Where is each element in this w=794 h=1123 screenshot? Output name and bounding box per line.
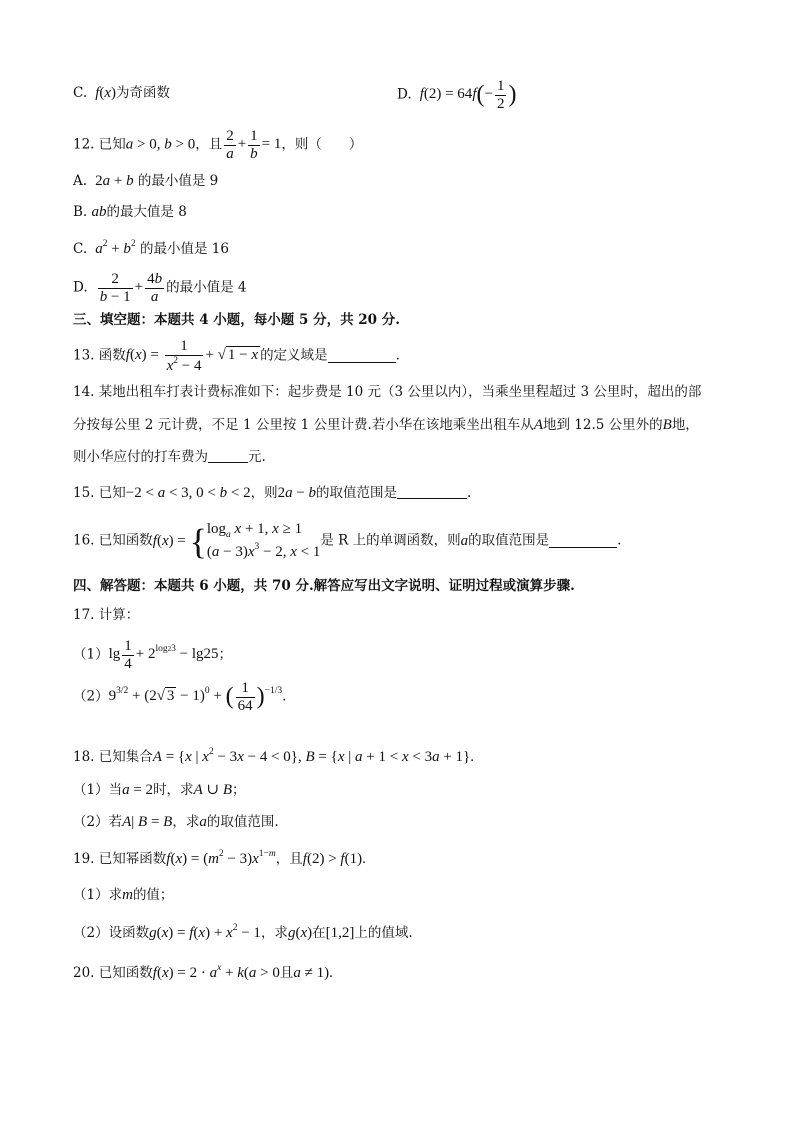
q14-line3: 则小华应付的打车费为 元.: [73, 449, 266, 465]
q17-title: 17. 计算：: [73, 607, 140, 623]
q12-option-d: D. $\frac{2}{b - 1}$ + $\frac{4b}{a}$ 的最小值是 4: [73, 271, 247, 305]
q14-line1: 14. 某地出租车打表计费标准如下：起步费是 10 元（3 公里以内），当乘坐里程超过 3 公里时，超出的部: [73, 384, 702, 400]
q18-part1: （1）当a = 2时，求A ∪ B；: [73, 782, 246, 798]
q15-answer-blank[interactable]: [397, 486, 467, 499]
q16-answer-blank[interactable]: [549, 535, 617, 548]
q12-option-a: A. 2a + b 的最小值是 9: [73, 173, 219, 189]
q13-answer-blank[interactable]: [328, 350, 396, 363]
q12-stem: 12. 已知a > 0, b > 0，且 $\frac{2}{a}$ + $\frac{1}{b}$ = 1，则（ ）: [73, 128, 363, 162]
q11-option-c: C. f(x)为奇函数: [73, 85, 171, 101]
q17-part2: $(2)9^{3/2} + (2√$ 3 − 1)$^0$ + ( $\frac{1}{64}$ )$^{-1/3}$.: [73, 680, 287, 714]
q18-stem: 18. 已知集合A = {x | $x^2 - 3x - 4 < 0$}, B = {x | a + 1 < x < 3a + 1}.: [73, 747, 474, 765]
q17-part1: （1）lg $\frac{1}{4}$ + $2^{log23} - \lg 25$；: [73, 638, 233, 672]
q12-option-b: B. ab的最大值是 8: [73, 204, 187, 220]
q19-part1: （1）求m的值；: [73, 887, 174, 903]
q16: 16. 已知函数f(x) = { $\log_a x + 1$, x ≥ 1 $(a - 3)x^3 - 2$, x < 1 是 R 上的单调函数，则a的取值范围是 .: [73, 521, 622, 562]
q14-line2: 分按每公里 2 元计费，不足 1 公里按 1 公里计费.若小华在该地乘坐出租车从A地到 12.5 公里外的B地，: [73, 417, 699, 433]
q13: 13. 函数f(x) = $\frac{1}{x^2 - 4}$ + √ 1 − x 的定义域是 .: [73, 338, 400, 374]
q19-part2: （2）设函数$g(x) = f(x) + x^2 - 1$，求g(x)在[1,2]上的值域.: [73, 923, 413, 941]
q15: 15. 已知−2 < a < 3, 0 < b < 2，则2a − b的取值范围是 .: [73, 485, 472, 501]
section3-title: 三、填空题：本题共 4 小题，每小题 5 分，共 20 分.: [73, 312, 400, 328]
q18-part2: （2）若A| B = B，求a的取值范围.: [73, 814, 279, 830]
q19-stem: 19. 已知幂函数$f(x) = (m^2 - 3)x^{1-m}$，且f(2) > f(1).: [73, 849, 366, 867]
q14-answer-blank[interactable]: [208, 450, 248, 463]
section4-title: 四、解答题：本题共 6 小题，共 70 分.解答应写出文字说明、证明过程或演算步骤.: [73, 578, 575, 594]
q11-option-d: D. f(2) = 64f(− $\frac{1}{2}$ ): [397, 78, 517, 112]
q12-option-c: C. $a^2 + b^2$ 的最小值是 16: [73, 239, 229, 257]
q20-stem: 20. 已知函数$f(x) = 2 \cdot a^x + k(a > 0$且a ≠ 1).: [73, 963, 333, 981]
